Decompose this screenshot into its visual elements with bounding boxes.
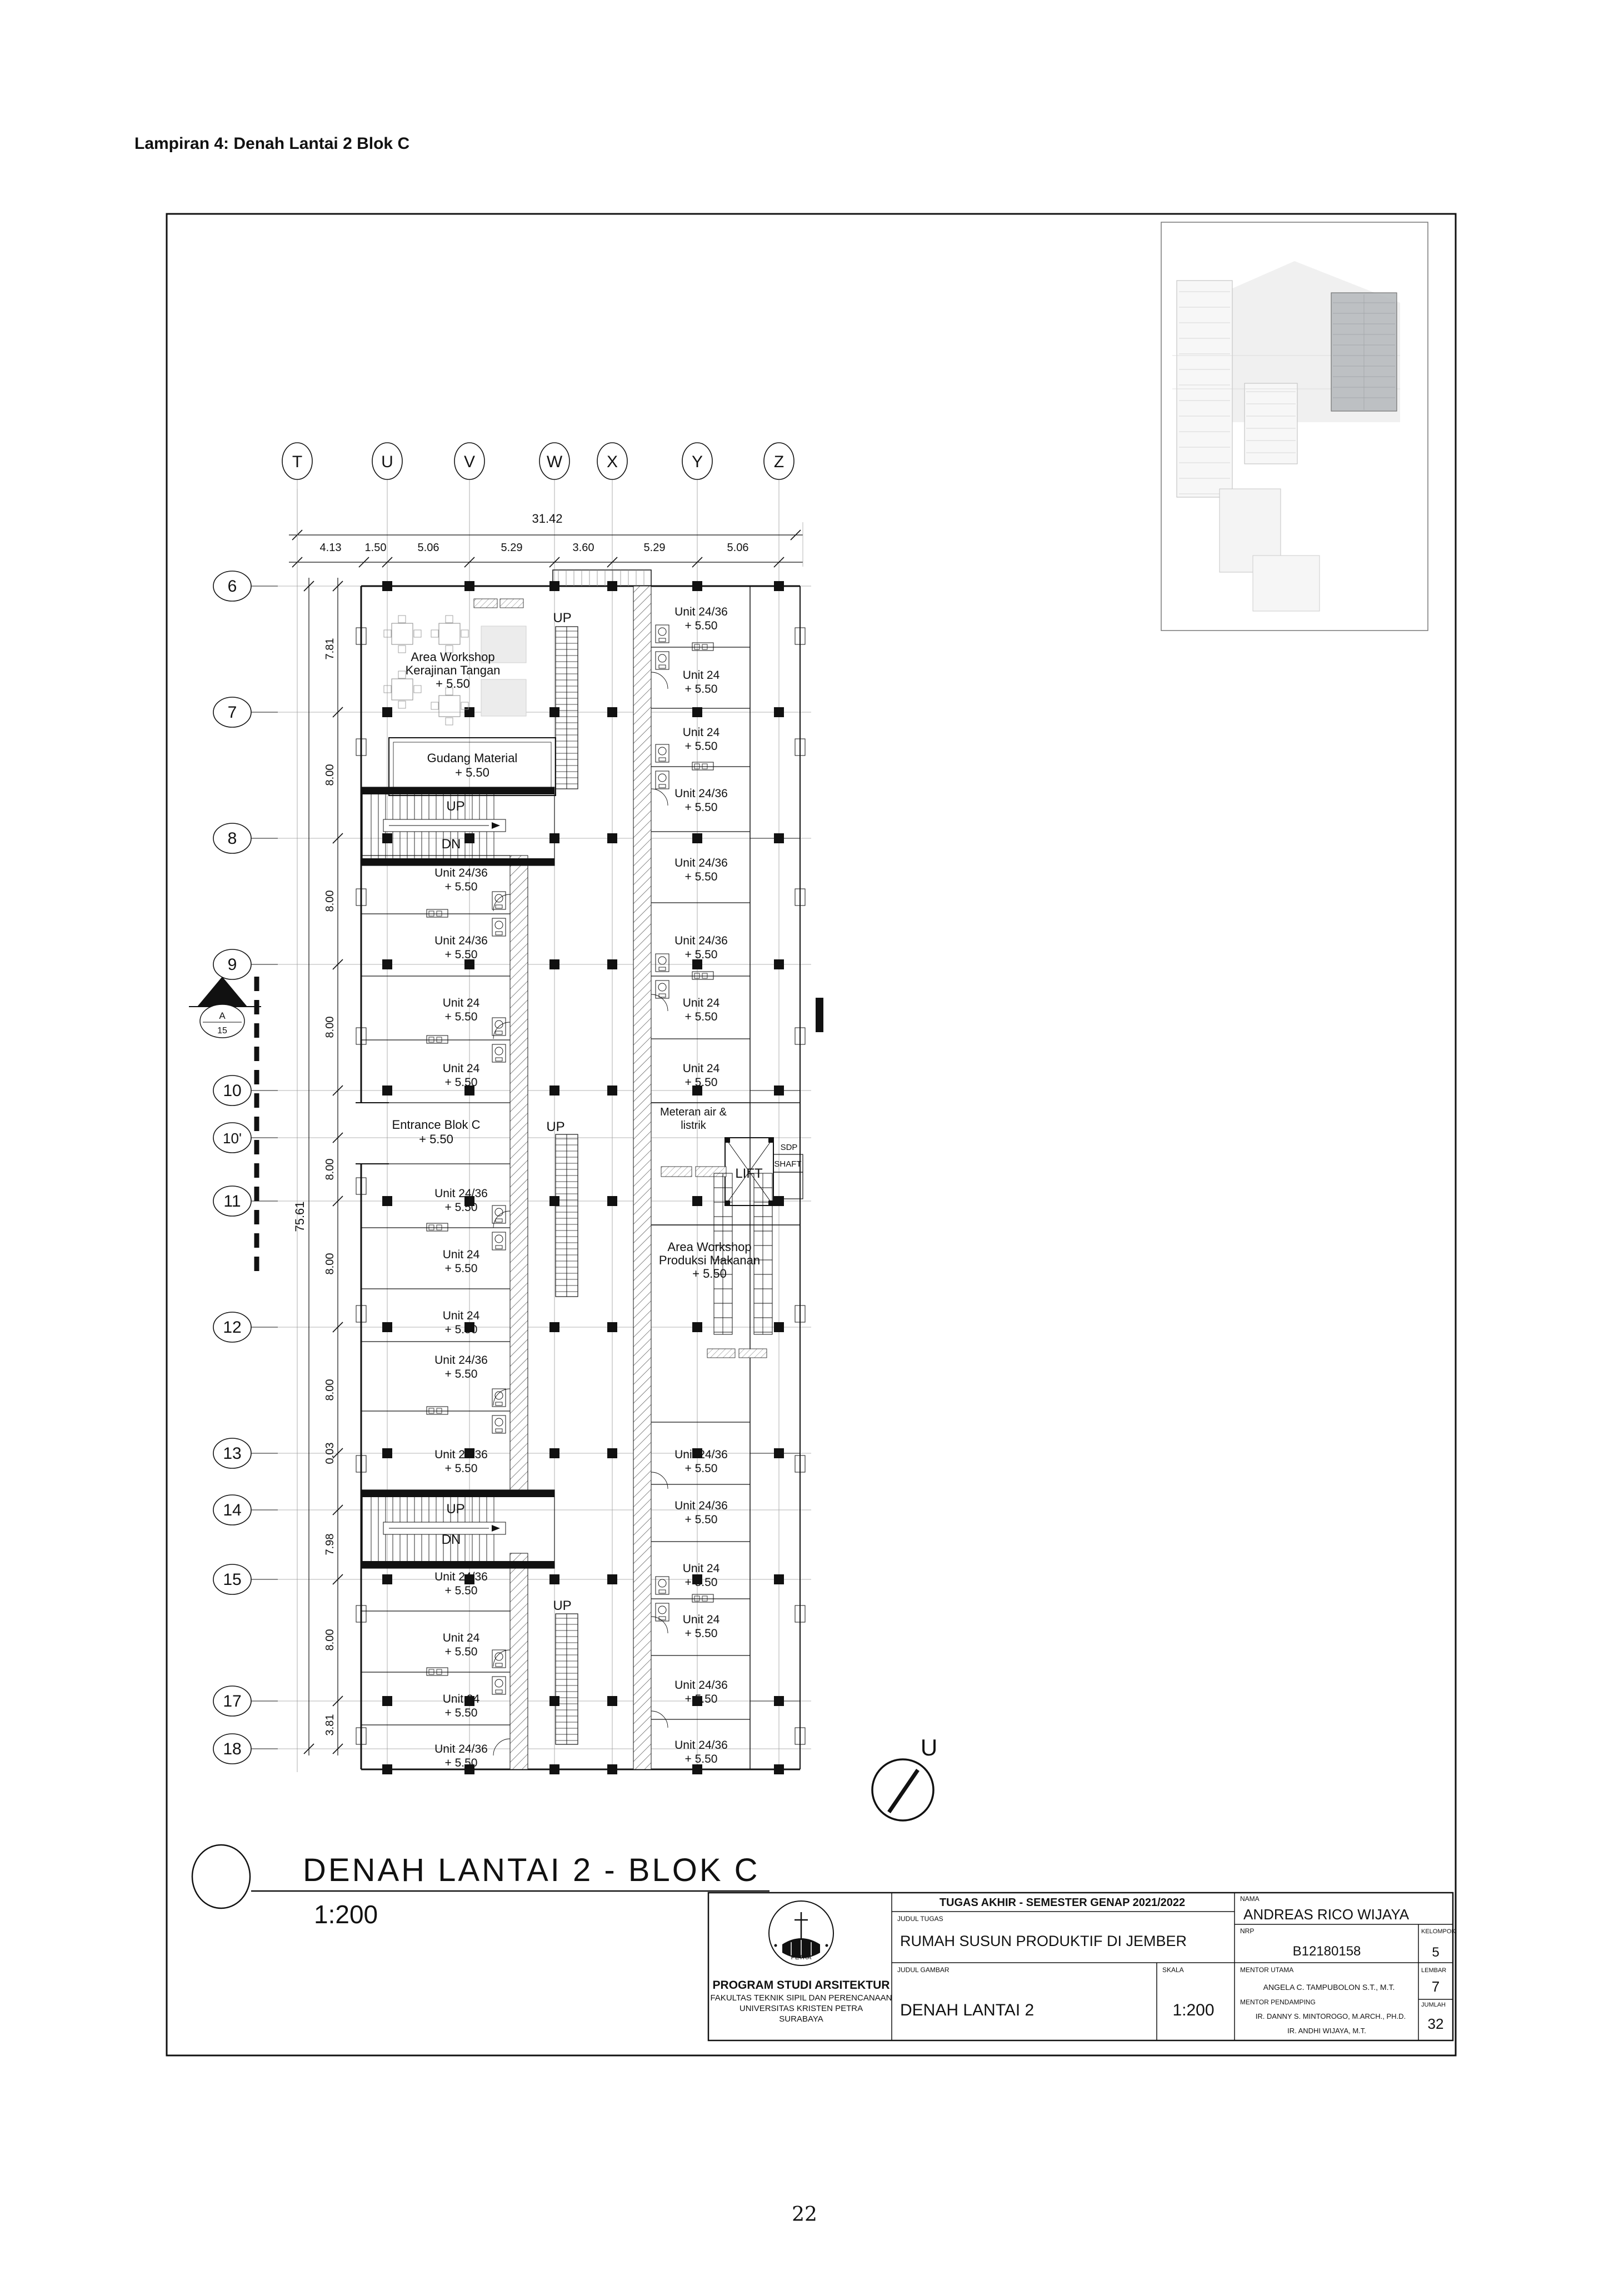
grid-row-label: 18 — [223, 1740, 242, 1758]
area-gudang: Gudang Material — [427, 751, 518, 765]
column — [549, 1086, 559, 1096]
grid-row-label: 10' — [223, 1130, 242, 1147]
dim-left-segment: 7.98 — [324, 1533, 336, 1555]
value-mentor-utama: ANGELA C. TAMPUBOLON S.T., M.T. — [1263, 1983, 1395, 1992]
appendix-header: Lampiran 4: Denah Lantai 2 Blok C — [134, 134, 410, 153]
unit-label: Unit 24/36 — [434, 867, 488, 879]
unit-label: Unit 24 — [682, 669, 720, 682]
area-meteran: listrik — [681, 1119, 706, 1132]
unit-elevation: + 5.50 — [684, 740, 718, 753]
column — [774, 1322, 784, 1332]
grid-column-bubbles — [282, 443, 794, 479]
column — [774, 581, 784, 591]
value-judul-gambar: DENAH LANTAI 2 — [900, 2001, 1035, 2019]
unit-label: Unit 24/36 — [674, 1739, 728, 1752]
column — [774, 1574, 784, 1584]
stair-up-label: UP — [553, 611, 572, 626]
unit-label: Unit 24/36 — [434, 934, 488, 947]
unit-elevation: + 5.50 — [444, 1757, 478, 1769]
column — [464, 581, 474, 591]
dim-top-total: 31.42 — [532, 512, 563, 526]
title-block — [708, 1893, 1456, 2040]
unit-label: Unit 24/36 — [674, 1499, 728, 1512]
unit-label: Unit 24/36 — [434, 1354, 488, 1367]
grid-col-label: W — [546, 453, 563, 471]
label-kelompok: KELOMPOK — [1421, 1928, 1456, 1935]
column — [774, 959, 784, 969]
grid-row-label: 7 — [227, 703, 237, 722]
dimension-left — [293, 578, 343, 1755]
unit-label: Unit 24 — [682, 1062, 720, 1075]
corridor-stair — [556, 1614, 578, 1744]
unit-elevation: + 5.50 — [444, 1584, 478, 1597]
key-plan-highlight-blok-c — [1331, 293, 1397, 411]
grid-col-label: Y — [691, 453, 703, 471]
dim-top-segment: 4.13 — [319, 542, 342, 554]
unit-label: Unit 24 — [442, 1309, 480, 1322]
unit-elevation: + 5.50 — [684, 1576, 718, 1589]
unit-label: Unit 24/36 — [434, 1570, 488, 1583]
column — [692, 1322, 702, 1332]
column — [382, 1448, 392, 1458]
unit-elevation: + 5.50 — [684, 1462, 718, 1475]
drawing-title — [192, 1845, 769, 1929]
column — [607, 1448, 617, 1458]
column — [464, 707, 474, 717]
column — [774, 1196, 784, 1206]
label-mentor-utama: MENTOR UTAMA — [1240, 1966, 1294, 1974]
column — [607, 707, 617, 717]
column — [464, 833, 474, 843]
plan-labels — [389, 606, 802, 1769]
dim-left-segment: 7.81 — [324, 638, 336, 660]
institution-line: PROGRAM STUDI ARSITEKTUR — [712, 1979, 890, 1992]
column — [692, 1196, 702, 1206]
grid-row-label: 17 — [223, 1692, 242, 1710]
unit-elevation: + 5.50 — [444, 1707, 478, 1719]
grid-row-label: 9 — [227, 956, 237, 974]
unit-label: Unit 24/36 — [434, 1187, 488, 1200]
section-number: 15 — [217, 1026, 227, 1036]
unit-label: Unit 24 — [442, 1248, 480, 1261]
grid-row-label: 14 — [223, 1501, 242, 1519]
value-skala: 1:200 — [1172, 2001, 1215, 2019]
column — [607, 1196, 617, 1206]
dim-top-segment: 1.50 — [364, 542, 387, 554]
column — [549, 959, 559, 969]
petra-logo — [769, 1901, 833, 1965]
value-nrp: B12180158 — [1292, 1944, 1361, 1959]
drawing-title-text: DENAH LANTAI 2 - BLOK C — [303, 1852, 760, 1888]
column — [549, 581, 559, 591]
corridor-stair — [556, 1134, 578, 1297]
column — [549, 1322, 559, 1332]
unit-label: Unit 24 — [682, 1562, 720, 1575]
unit-label: Unit 24/36 — [674, 934, 728, 947]
label-skala: SKALA — [1162, 1966, 1184, 1974]
unit-elevation: + 5.50 — [684, 683, 718, 696]
column — [607, 1322, 617, 1332]
column — [607, 1574, 617, 1584]
project-title: TUGAS AKHIR - SEMESTER GENAP 2021/2022 — [939, 1897, 1186, 1909]
column — [549, 1574, 559, 1584]
column — [692, 833, 702, 843]
stair-up-label: UP — [546, 1119, 565, 1134]
label-judul-gambar: JUDUL GAMBAR — [897, 1966, 950, 1974]
unit-label: Unit 24 — [682, 726, 720, 739]
room-sdp: SDP — [780, 1143, 798, 1152]
dim-left-segment: 3.81 — [324, 1714, 336, 1736]
unit-label: Unit 24/36 — [674, 787, 728, 800]
grid-col-label: V — [463, 453, 476, 471]
area-gudang: + 5.50 — [455, 766, 489, 779]
value-judul-tugas: RUMAH SUSUN PRODUKTIF DI JEMBER — [900, 1933, 1187, 1949]
dim-left-segment: 8.00 — [324, 1158, 336, 1180]
unit-label: Unit 24 — [442, 1632, 480, 1644]
north-label: U — [920, 1734, 938, 1760]
unit-label: Unit 24 — [442, 997, 480, 1009]
unit-elevation: + 5.50 — [444, 1368, 478, 1380]
north-arrow — [872, 1734, 937, 1820]
column — [607, 581, 617, 591]
dim-left-segment: 8.00 — [324, 1629, 336, 1651]
column — [549, 1448, 559, 1458]
grid-row-label: 12 — [223, 1318, 242, 1337]
unit-elevation: + 5.50 — [684, 1076, 718, 1089]
column — [692, 1764, 702, 1774]
unit-elevation: + 5.50 — [444, 1076, 478, 1089]
institution-line: UNIVERSITAS KRISTEN PETRA — [739, 2004, 863, 2013]
column — [382, 1696, 392, 1706]
dim-top-segment: 5.29 — [501, 542, 523, 554]
room-lift: LIFT — [735, 1166, 763, 1181]
grid-col-label: U — [381, 453, 393, 471]
column — [692, 707, 702, 717]
column — [774, 1764, 784, 1774]
unit-elevation: + 5.50 — [684, 948, 718, 961]
stair-up-label: UP — [446, 799, 465, 814]
value-kelompok: 5 — [1432, 1945, 1440, 1960]
column — [382, 833, 392, 843]
value-lembar: 7 — [1431, 1978, 1440, 1995]
unit-elevation: + 5.50 — [684, 871, 718, 883]
column — [549, 1196, 559, 1206]
column — [774, 1696, 784, 1706]
column — [382, 959, 392, 969]
value-mentor-pendamping-2: IR. ANDHI WIJAYA, M.T. — [1287, 2027, 1366, 2035]
unit-elevation: + 5.50 — [444, 1262, 478, 1275]
dim-left-segment: 8.00 — [324, 1379, 336, 1401]
grid-row-label: 8 — [227, 829, 237, 848]
grid-row-label: 10 — [223, 1082, 242, 1100]
label-lembar: LEMBAR — [1421, 1967, 1447, 1974]
grid-col-label: X — [606, 453, 618, 471]
unit-elevation: + 5.50 — [444, 1011, 478, 1023]
area-entrance: + 5.50 — [419, 1132, 453, 1146]
unit-label: Unit 24/36 — [674, 857, 728, 869]
section-cut-mark-right — [816, 998, 823, 1032]
column — [607, 833, 617, 843]
area-workshop-craft: + 5.50 — [436, 677, 470, 691]
area-entrance: Entrance Blok C — [392, 1118, 481, 1132]
dim-left-segment: 8.00 — [324, 890, 336, 912]
dimension-top — [289, 489, 803, 567]
grid-col-label: T — [292, 453, 303, 471]
dim-top-segment: 5.06 — [417, 542, 439, 554]
page-number: 22 — [792, 2203, 817, 2226]
wall-band-left-b — [510, 1553, 528, 1769]
column — [692, 581, 702, 591]
column — [607, 1764, 617, 1774]
unit-elevation: + 5.50 — [444, 881, 478, 893]
area-workshop-food: Area Workshop — [667, 1240, 752, 1254]
column — [382, 1574, 392, 1584]
value-mentor-pendamping-1: IR. DANNY S. MINTOROGO, M.ARCH., PH.D. — [1255, 2012, 1406, 2020]
institution-line: SURABAYA — [779, 2014, 823, 2024]
column — [382, 1764, 392, 1774]
dim-top-segment: 3.60 — [572, 542, 594, 554]
unit-label: Unit 24 — [442, 1693, 480, 1705]
unit-elevation: + 5.50 — [444, 1201, 478, 1214]
dim-top-segment: 5.29 — [643, 542, 666, 554]
column — [549, 1764, 559, 1774]
section-letter: A — [219, 1011, 226, 1021]
unit-label: Unit 24/36 — [434, 1743, 488, 1755]
column — [382, 707, 392, 717]
stair-up-label: UP — [446, 1502, 465, 1517]
area-workshop-food: + 5.50 — [692, 1267, 727, 1280]
stair-up-label: UP — [553, 1598, 572, 1613]
unit-elevation: + 5.50 — [684, 1627, 718, 1640]
area-meteran: Meteran air & — [659, 1106, 727, 1118]
unit-elevation: + 5.50 — [684, 801, 718, 814]
unit-label: Unit 24 — [442, 1062, 480, 1075]
unit-elevation: + 5.50 — [444, 948, 478, 961]
drawing-scale-text: 1:200 — [314, 1900, 378, 1929]
area-workshop-food: Produksi Makanan — [658, 1253, 761, 1267]
label-mentor-pendamping: MENTOR PENDAMPING — [1240, 1998, 1316, 2006]
column — [607, 1696, 617, 1706]
unit-label: Unit 24/36 — [674, 1679, 728, 1692]
area-workshop-craft: Area Workshop — [411, 650, 495, 664]
dim-top-segment: 5.06 — [727, 542, 749, 554]
grid-row-bubbles — [213, 571, 278, 1764]
unit-elevation: + 5.50 — [684, 1693, 718, 1705]
unit-label: Unit 24/36 — [674, 1448, 728, 1461]
label-nama: NAMA — [1240, 1895, 1260, 1903]
unit-label: Unit 24 — [682, 997, 720, 1009]
stair-dn-label: DN — [441, 837, 461, 852]
grid-row-label: 6 — [227, 577, 237, 596]
room-shaft: SHAFT — [774, 1159, 802, 1169]
dim-left-total: 75.61 — [293, 1201, 307, 1232]
column — [382, 1086, 392, 1096]
unit-elevation: + 5.50 — [444, 1645, 478, 1658]
unit-elevation: + 5.50 — [444, 1323, 478, 1336]
column — [774, 833, 784, 843]
stair-dn-label: DN — [441, 1532, 461, 1547]
column — [774, 707, 784, 717]
label-jumlah: JUMLAH — [1421, 2002, 1446, 2008]
unit-label: Unit 24/36 — [434, 1448, 488, 1461]
grid-row-label: 15 — [223, 1570, 242, 1589]
dim-left-segment: 8.00 — [324, 1253, 336, 1275]
unit-label: Unit 24 — [682, 1613, 720, 1626]
column — [607, 959, 617, 969]
column — [382, 1196, 392, 1206]
grid-col-label: Z — [773, 453, 784, 471]
dim-left-segment: 0.03 — [324, 1442, 336, 1464]
unit-elevation: + 5.50 — [444, 1462, 478, 1475]
column — [607, 1086, 617, 1096]
unit-elevation: + 5.50 — [684, 619, 718, 632]
wall-band-left-a — [510, 856, 528, 1490]
column — [382, 1322, 392, 1332]
grid-row-label: 13 — [223, 1444, 242, 1463]
unit-elevation: + 5.50 — [684, 1753, 718, 1765]
column — [382, 581, 392, 591]
grid-lines — [251, 479, 811, 1772]
logo-text: PETRA — [791, 1954, 812, 1961]
label-nrp: NRP — [1240, 1927, 1255, 1935]
institution-line: FAKULTAS TEKNIK SIPIL DAN PERENCANAAN — [710, 1993, 892, 2003]
key-plan — [1161, 222, 1428, 631]
unit-label: Unit 24/36 — [674, 606, 728, 618]
value-nama: ANDREAS RICO WIJAYA — [1243, 1906, 1410, 1923]
dim-left-segment: 8.00 — [324, 764, 336, 786]
dim-left-segment: 8.00 — [324, 1016, 336, 1038]
column — [549, 707, 559, 717]
unit-elevation: + 5.50 — [684, 1011, 718, 1023]
area-workshop-craft: Kerajinan Tangan — [405, 663, 501, 677]
wall-band-right — [633, 586, 651, 1769]
column — [774, 1448, 784, 1458]
column — [774, 1086, 784, 1096]
unit-elevation: + 5.50 — [684, 1513, 718, 1526]
label-judul-tugas: JUDUL TUGAS — [897, 1915, 943, 1923]
value-jumlah: 32 — [1427, 2015, 1444, 2032]
grid-row-label: 11 — [223, 1192, 241, 1210]
